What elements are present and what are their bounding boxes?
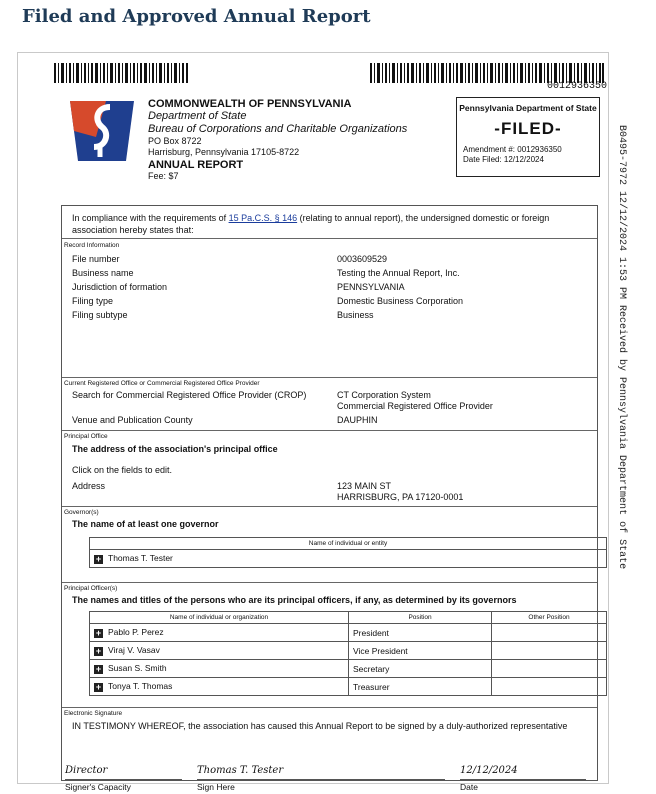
section-label: Principal Officer(s) [64,585,118,592]
jurisdiction-label: Jurisdiction of formation [72,282,168,292]
page-title: Filed and Approved Annual Report [22,6,371,27]
electronic-signature-section [62,707,597,792]
statute-link[interactable]: 15 Pa.C.S. § 146 [228,213,298,223]
table-row [90,624,607,642]
agency-header [148,99,407,182]
barcode-left [54,63,188,83]
table-row [90,550,607,568]
officer-position[interactable]: Treasurer [349,678,492,696]
officer-name: Tonya T. Thomas [108,681,173,692]
annual-report-document [17,52,627,792]
county-value: DAUPHIN [337,415,378,425]
officer-position[interactable]: Vice President [349,642,492,660]
address-field[interactable] [337,481,463,503]
governors-col-header: Name of individual or entity [90,538,607,550]
date-line [460,779,586,780]
record-information-section [62,238,597,324]
received-side-stamp [616,125,632,615]
county-label: Venue and Publication County [72,415,193,425]
officer-other-position[interactable] [492,678,607,696]
section-label: Electronic Signature [64,710,123,717]
governors-section [62,506,597,583]
officer-position[interactable]: Secretary [349,660,492,678]
crop-provider[interactable] [337,390,493,412]
registered-office-section [62,377,597,431]
officers-col-other: Other Position [492,612,607,624]
officer-other-position[interactable] [492,624,607,642]
principal-office-section [62,430,597,507]
governor-name: Thomas T. Tester [108,553,173,564]
table-row [90,678,607,696]
officer-name-cell[interactable] [90,660,349,678]
officer-other-position[interactable] [492,660,607,678]
governors-title: The name of at least one governor [72,519,219,529]
filing-type-value: Domestic Business Corporation [337,296,464,306]
officer-name-cell[interactable] [90,678,349,696]
barcode-right [370,63,604,83]
governors-table [89,537,607,568]
address-label: Address [72,481,106,491]
section-label: Record Information [64,242,120,249]
report-form [61,205,598,792]
testimony-text: IN TESTIMONY WHEREOF, the association has caused this Annual Report to be signed by a duly-authorized representative [72,721,568,731]
agency-name: COMMONWEALTH OF PENNSYLVANIA [148,98,352,110]
filed-stamp [456,97,600,177]
officer-position[interactable]: President [349,624,492,642]
officers-col-name: Name of individual or organization [90,612,349,624]
stamp-date-filed: Date Filed: 12/12/2024 [463,155,544,164]
po-box: PO Box 8722 [148,136,202,146]
received-side-stamp-text: B0495-7972 12/12/2024 1:53 PM Received by Pennsylvania Department of State [616,125,627,570]
stamp-title: Pennsylvania Department of State [459,103,597,113]
file-number-label: File number [72,254,120,264]
officers-title: The names and titles of the persons who are its principal officers, if any, as determined by its governors [72,595,517,605]
plus-icon[interactable]: + [95,553,102,564]
plus-icon[interactable]: + [95,645,102,656]
section-label: Principal Office [64,433,108,440]
crop-provider-name: CT Corporation System [337,390,431,400]
business-name-value: Testing the Annual Report, Inc. [337,268,460,278]
pa-keystone-logo-icon [66,97,138,165]
jurisdiction-value: PENNSYLVANIA [337,282,405,292]
business-name-label: Business name [72,268,134,278]
intro-text-before: In compliance with the requirements of [72,213,229,223]
principal-officers-section [62,582,597,706]
signature-date-value[interactable]: 12/12/2024 [460,765,518,776]
compliance-intro [72,212,582,236]
address-line-2: HARRISBURG, PA 17120-0001 [337,492,464,502]
table-row [90,660,607,678]
officer-other-position[interactable] [492,642,607,660]
governor-name-cell[interactable] [90,550,607,568]
sign-here-label: Sign Here [197,782,235,792]
officer-name: Susan S. Smith [108,663,167,674]
edit-hint: Click on the fields to edit. [72,465,173,475]
signer-capacity-value[interactable]: Director [65,765,108,776]
plus-icon[interactable]: + [95,681,102,692]
plus-icon[interactable]: + [95,663,102,674]
signer-capacity-label: Signer's Capacity [65,782,131,792]
agency-city: Harrisburg, Pennsylvania 17105-8722 [148,147,300,157]
report-type: ANNUAL REPORT [148,159,244,171]
officer-name-cell[interactable] [90,624,349,642]
bureau-name: Bureau of Corporations and Charitable Organizations [148,123,408,135]
fee: Fee: $7 [148,171,179,181]
officers-table [89,611,607,696]
date-label: Date [460,782,478,792]
document-number: 0012936350 [547,81,608,92]
filing-type-label: Filing type [72,296,114,306]
intro-text-after: (relating to annual report), the undersigned domestic or foreign association hereby states that: [72,213,550,235]
stamp-status: -FILED- [494,119,562,138]
crop-search-label: Search for Commercial Registered Office Provider (CROP) [72,390,307,400]
crop-provider-type: Commercial Registered Office Provider [337,401,493,411]
filing-subtype-label: Filing subtype [72,310,128,320]
capacity-line [65,779,182,780]
file-number-value: 0003609529 [337,254,388,264]
officers-col-position: Position [349,612,492,624]
signature-value[interactable]: Thomas T. Tester [197,765,284,776]
officer-name: Pablo P. Perez [108,627,164,638]
filing-subtype-value: Business [337,310,374,320]
department-name: Department of State [148,110,247,122]
signature-line [197,779,445,780]
officer-name: Viraj V. Vasav [108,645,160,656]
address-line-1: 123 MAIN ST [337,481,392,491]
table-row [90,642,607,660]
principal-office-title: The address of the association's principal office [72,444,278,454]
plus-icon[interactable]: + [95,627,102,638]
officer-name-cell[interactable] [90,642,349,660]
section-label: Current Registered Office or Commercial Registered Office Provider [64,380,260,387]
section-label: Governor(s) [64,509,99,516]
stamp-amendment: Amendment #: 0012936350 [463,145,562,154]
